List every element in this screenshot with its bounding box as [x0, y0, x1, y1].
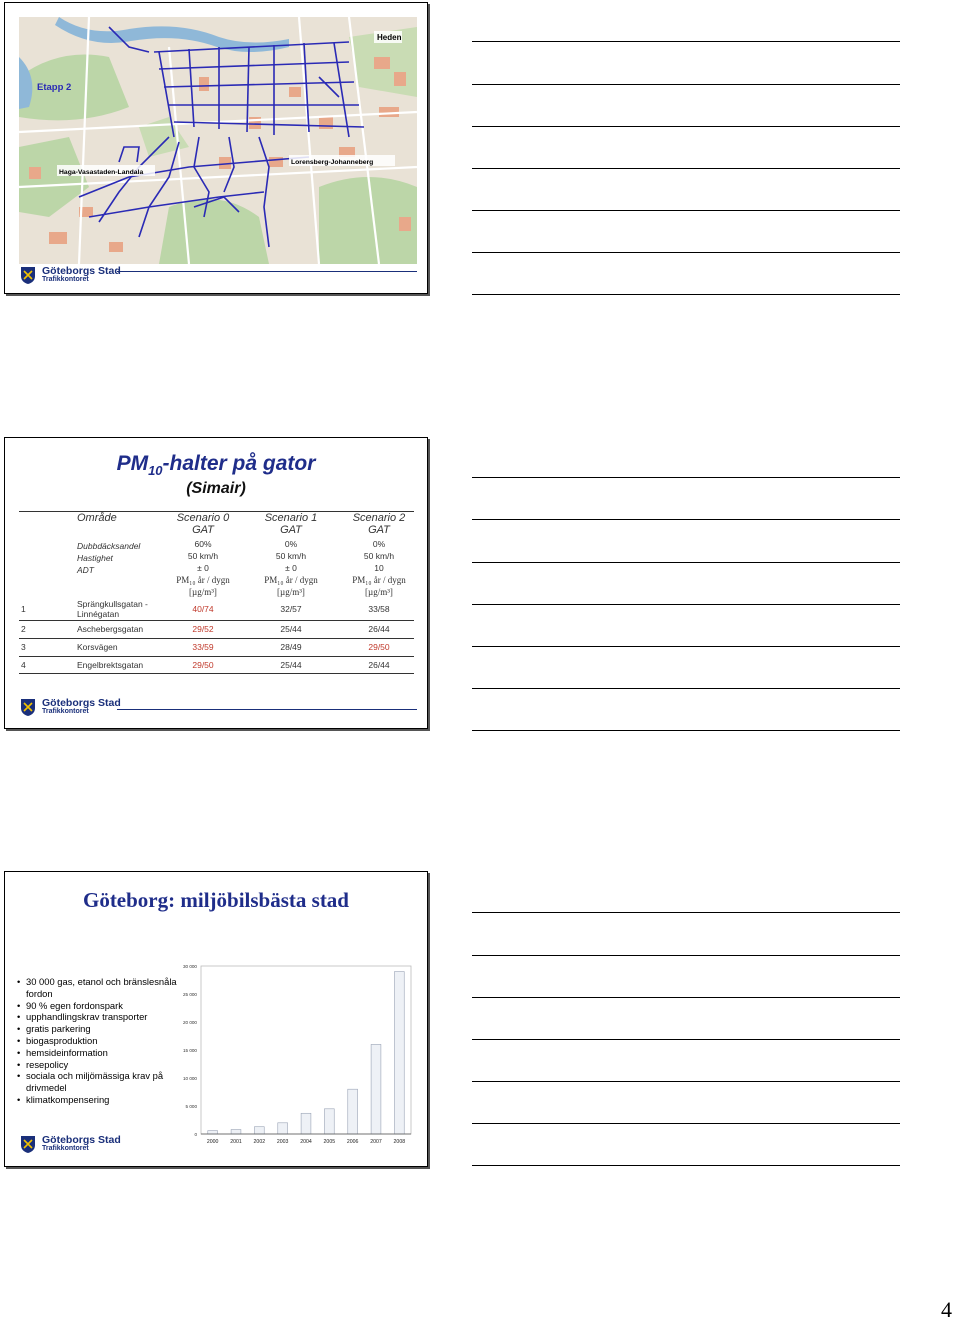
y-tick-label: 15 000	[182, 1048, 197, 1053]
row-s2: 33/58	[368, 604, 390, 614]
bar	[254, 1127, 264, 1134]
crest-icon	[19, 1134, 37, 1154]
x-tick-label: 2003	[276, 1139, 289, 1145]
bar	[348, 1089, 358, 1134]
param-values-s1: 0% 50 km/h ± 0 PM₁₀ år / dygn [µg/m³]	[264, 539, 318, 597]
x-tick-label: 2002	[253, 1139, 266, 1145]
logo-rule	[117, 709, 417, 710]
bar	[231, 1130, 241, 1134]
logo-name: Göteborgs Stad	[42, 265, 121, 277]
goteborg-logo	[19, 265, 121, 285]
row-s0: 29/50	[192, 660, 214, 670]
x-tick-label: 2008	[393, 1139, 406, 1145]
row-name: Korsvägen	[77, 642, 118, 652]
param-values-s0: 60% 50 km/h ± 0 PM₁₀ år / dygn [µg/m³]	[176, 539, 230, 597]
logo-sub: Trafikkontoret	[42, 1145, 89, 1152]
page-number: 4	[941, 1297, 952, 1322]
row-name: Sprängkullsgatan - Linnégatan	[77, 599, 148, 619]
crest-icon	[19, 265, 37, 285]
param-labels: Dubbdäcksandel Hastighet ADT	[77, 541, 141, 575]
bullet-item: • sociala och miljömässiga krav på drivmedel	[17, 1070, 187, 1094]
x-tick-label: 2006	[346, 1139, 359, 1145]
logo-sub: Trafikkontoret	[42, 276, 89, 283]
x-tick-label: 2007	[370, 1139, 382, 1145]
logo-name: Göteborgs Stad	[42, 697, 121, 709]
row-s1: 28/49	[280, 642, 302, 652]
slide2-subtitle: (Simair)	[186, 480, 246, 497]
row-number: 2	[21, 624, 26, 634]
y-tick-label: 0	[194, 1132, 197, 1137]
row-name: Aschebergsgatan	[77, 624, 144, 634]
row-s2: 26/44	[368, 660, 390, 670]
bar	[208, 1131, 218, 1134]
district-map	[19, 17, 417, 264]
bullet-list	[17, 976, 187, 1106]
bar	[371, 1044, 381, 1134]
row-name: Engelbrektsgatan	[77, 660, 144, 670]
logo-name: Göteborgs Stad	[42, 1134, 121, 1146]
bar	[301, 1113, 311, 1134]
bullet-item: • 30 000 gas, etanol och bränslesnåla fordon	[17, 976, 187, 1000]
bullet-item: • hemsideinformation	[17, 1047, 187, 1059]
bar	[324, 1109, 334, 1134]
goteborg-logo	[19, 1134, 121, 1154]
slide-pm10-table	[4, 437, 428, 729]
slide-map	[4, 2, 428, 294]
row-s1: 25/44	[280, 660, 302, 670]
slide2-title: $PM_{10}$-halter på gator	[116, 452, 316, 479]
bullet-item: • gratis parkering	[17, 1023, 187, 1035]
bullet-item: • biogasproduktion	[17, 1035, 187, 1047]
bar-chart	[175, 956, 415, 1152]
row-s0: 33/59	[192, 642, 214, 652]
row-number: 4	[21, 660, 26, 670]
goteborg-logo	[19, 697, 121, 717]
bar	[278, 1123, 288, 1134]
col-header-s1: Scenario 1 GAT	[264, 512, 318, 536]
y-tick-label: 5 000	[185, 1104, 197, 1109]
row-s1: 32/57	[280, 604, 302, 614]
x-tick-label: 2004	[300, 1139, 312, 1145]
y-tick-label: 10 000	[182, 1076, 197, 1081]
row-s0: 40/74	[192, 604, 214, 614]
col-header-s0: Scenario 0 GAT	[176, 512, 230, 536]
x-tick-label: 2000	[206, 1139, 219, 1145]
map-label-haga: Haga-Vasastaden-Landala	[59, 169, 144, 176]
bullet-item: • resepolicy	[17, 1059, 187, 1071]
y-tick-label: 30 000	[182, 964, 197, 969]
x-tick-label: 2005	[323, 1139, 336, 1145]
y-tick-label: 20 000	[182, 1020, 197, 1025]
logo-sub: Trafikkontoret	[42, 708, 89, 715]
row-s2: 29/50	[368, 642, 390, 652]
map-label-heden: Heden	[377, 33, 402, 42]
row-s2: 26/44	[368, 624, 390, 634]
row-s1: 25/44	[280, 624, 302, 634]
bullet-item: • upphandlingskrav transporter	[17, 1011, 187, 1023]
map-label-lorensberg: Lorensberg-Johanneberg	[291, 159, 374, 166]
x-tick-label: 2001	[230, 1139, 242, 1145]
bullet-item: • 90 % egen fordonspark	[17, 1000, 187, 1012]
row-s0: 29/52	[192, 624, 214, 634]
map-label-etapp2: Etapp 2	[37, 82, 72, 93]
slide3-title: Göteborg: miljöbilsbästa stad	[82, 888, 349, 912]
row-number: 1	[21, 604, 26, 614]
col-header-area: Område	[77, 512, 117, 524]
row-number: 3	[21, 642, 26, 652]
slide-miljobil	[4, 871, 428, 1167]
crest-icon	[19, 697, 37, 717]
y-tick-label: 25 000	[182, 992, 197, 997]
bar	[394, 972, 404, 1134]
param-values-s2: 0% 50 km/h 10 PM₁₀ år / dygn [µg/m³]	[352, 539, 406, 597]
bullet-item: • klimatkompensering	[17, 1094, 187, 1106]
logo-rule	[117, 271, 417, 272]
col-header-s2: Scenario 2 GAT	[352, 512, 406, 536]
